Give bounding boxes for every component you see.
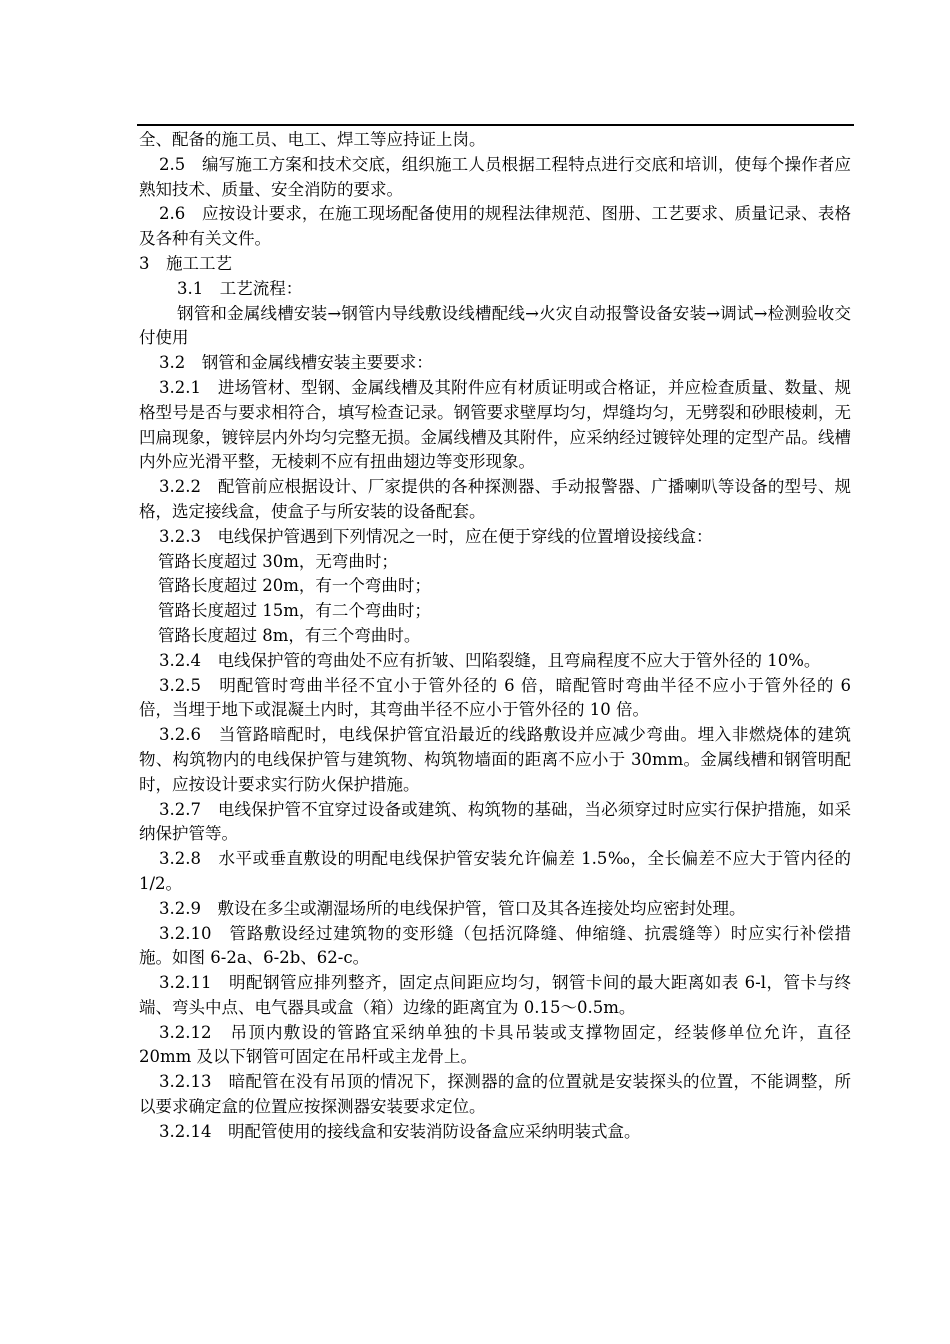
paragraph-2-6: 2.6 应按设计要求，在施工现场配备使用的规程法律规范、图册、工艺要求、质量记录、表格及各种有关文件。 — [139, 204, 851, 249]
list-item: 管路长度超过 8m，有三个弯曲时。 — [158, 625, 421, 645]
paragraph-3-2: 3.2 钢管和金属线槽安装主要要求： — [159, 353, 433, 373]
paragraph-3-2-7: 3.2.7 电线保护管不宜穿过设备或建筑、构筑物的基础，当必须穿过时应实行保护措施，如采纳保护管等。 — [139, 799, 851, 844]
paragraph-3-2-5: 3.2.5 明配管时弯曲半径不宜小于管外径的 6 倍，暗配管时弯曲半径不应小于管外径的 6 倍，当埋于地下或混凝土内时，其弯曲半径不应小于管外径的 10 倍。 — [139, 675, 851, 720]
paragraph-3-2-13: 3.2.13 暗配管在没有吊顶的情况下，探测器的盒的位置就是安装探头的位置，不能调整，所以要求确定盒的位置应按探测器安装要求定位。 — [139, 1072, 851, 1117]
paragraph-3-2-2: 3.2.2 配管前应根据设计、厂家提供的各种探测器、手动报警器、广播喇叭等设备的型号、规格，选定接线盒，使盒子与所安装的设备配套。 — [139, 477, 851, 521]
paragraph-3-2-12: 3.2.12 吊顶内敷设的管路宜采纳单独的卡具吊装或支撑物固定，经装修单位允许，直径 20mm 及以下钢管可固定在吊杆或主龙骨上。 — [139, 1022, 851, 1067]
paragraph-3-2-4: 3.2.4 电线保护管的弯曲处不应有折皱、凹陷裂缝，且弯扁程度不应大于管外径的 10%。 — [159, 650, 821, 670]
paragraph-3-2-11: 3.2.11 明配钢管应排列整齐，固定点间距应均匀，钢管卡间的最大距离如表 6-l，管卡与终端、弯头中点、电气器具或盒（箱）边缘的距离宜为 0.15～0.5m。 — [139, 973, 851, 1017]
list-item: 管路长度超过 15m，有二个弯曲时； — [158, 601, 431, 621]
paragraph-2-5: 2.5 编写施工方案和技术交底，组织施工人员根据工程特点进行交底和培训，使每个操作者应熟知技术、质量、安全消防的要求。 — [139, 154, 851, 199]
section-heading-3: 3 施工工艺 — [139, 253, 232, 273]
header-rule — [137, 124, 854, 126]
paragraph-3-2-10: 3.2.10 管路敷设经过建筑物的变形缝（包括沉降缝、伸缩缝、抗震缝等）时应实行补偿措施。如图 6-2a、6-2b、62-c。 — [139, 923, 851, 968]
paragraph-continuation: 全、配备的施工员、电工、焊工等应持证上岗。 — [139, 130, 486, 149]
paragraph-3-2-3: 3.2.3 电线保护管遇到下列情况之一时，应在便于穿线的位置增设接线盒： — [159, 526, 713, 546]
process-flow: 钢管和金属线槽安装→钢管内导线敷设线槽配线→火灾自动报警设备安装→调试→检测验收交付使用 — [139, 303, 851, 348]
document-body — [139, 128, 851, 1145]
list-item: 管路长度超过 30m，无弯曲时； — [158, 551, 398, 571]
paragraph-3-2-14: 3.2.14 明配管使用的接线盒和安装消防设备盒应采纳明装式盒。 — [159, 1121, 641, 1141]
paragraph-3-2-9: 3.2.9 敷设在多尘或潮湿场所的电线保护管，管口及其各连接处均应密封处理。 — [159, 898, 746, 918]
paragraph-3-2-8: 3.2.8 水平或垂直敷设的明配电线保护管安装允许偏差 1.5‰，全长偏差不应大于管内径的 1/2。 — [139, 849, 851, 893]
list-item: 管路长度超过 20m，有一个弯曲时； — [158, 576, 431, 596]
paragraph-3-1: 3.1 工艺流程： — [177, 278, 303, 298]
paragraph-3-2-6: 3.2.6 当管路暗配时，电线保护管宜沿最近的线路敷设并应减少弯曲。埋入非燃烧体的建筑物、构筑物内的电线保护管与建筑物、构筑物墙面的距离不应小于 30mm。金属线槽和钢管明配时，应按设计要求实行防火保护措施。 — [139, 725, 851, 794]
paragraph-3-2-1: 3.2.1 进场管材、型钢、金属线槽及其附件应有材质证明或合格证，并应检查质量、数量、规格型号是否与要求相符合，填写检查记录。钢管要求壁厚均匀，焊缝均匀，无劈裂和砂眼棱刺，无凹扁现象，镀锌层内外均匀完整无损。金属线槽及其附件，应采纳经过镀锌处理的定型产品。线槽内外应光滑平整，无棱刺不应有扭曲翅边等变形现象。 — [139, 377, 851, 472]
